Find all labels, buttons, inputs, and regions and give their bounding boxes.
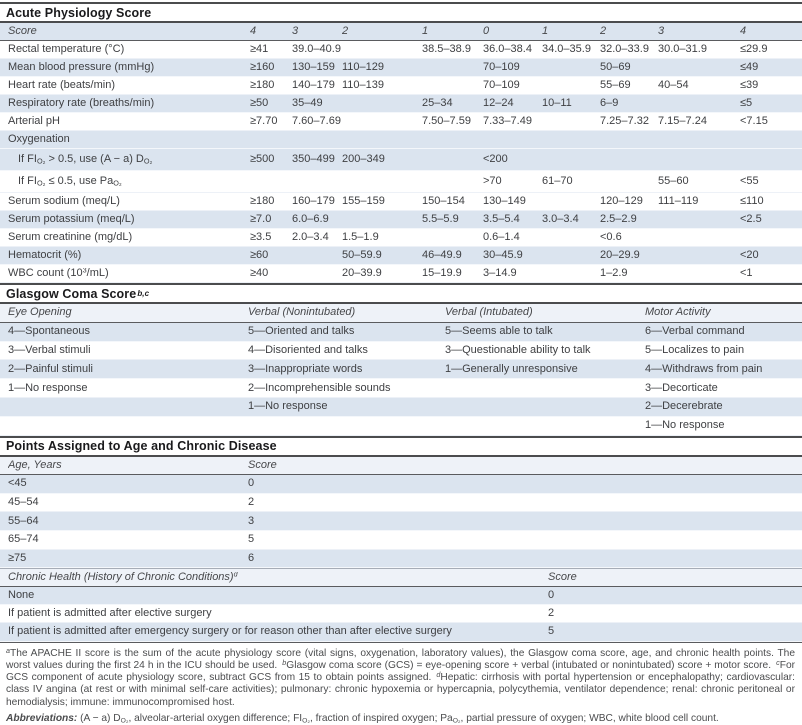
score-range-cell: 46–49.9 xyxy=(422,250,462,261)
score-range-cell: <55 xyxy=(740,176,759,187)
age-row xyxy=(0,531,802,550)
physiology-parameter-label: WBC count $(10^3/mL)$ xyxy=(8,268,109,279)
section-title-points-age-chronic xyxy=(0,436,802,457)
score-range-cell: ≥50 xyxy=(250,98,269,109)
score-range-cell: 7.60–7.69 xyxy=(292,116,341,127)
score-range-cell: ≥500 xyxy=(250,154,275,165)
chronic-health-row xyxy=(0,587,802,605)
physiology-parameter-label: Rectal temperature (°C) xyxy=(8,44,125,55)
physiology-parameter-label: Heart rate (beats/min) xyxy=(8,80,115,91)
gcs-row xyxy=(0,398,802,417)
acute-physiology-column-header xyxy=(0,23,802,41)
chronic-score-header: Score xyxy=(548,571,577,583)
score-range-cell: 0.6–1.4 xyxy=(483,232,520,243)
chronic-health-rows xyxy=(0,587,802,642)
score-range-cell: 61–70 xyxy=(542,176,573,187)
score-scale-value: 1 xyxy=(422,26,429,37)
gcs-item-cell: 4—Spontaneous xyxy=(8,326,90,338)
chronic-health-row xyxy=(0,623,802,641)
score-range-cell: 50–69 xyxy=(600,62,631,73)
section-title-acute-physiology-score xyxy=(0,2,802,23)
score-range-cell: 350–499 xyxy=(292,154,335,165)
score-range-cell: ≥7.70 xyxy=(250,116,278,127)
score-range-cell: 3.5–5.4 xyxy=(483,214,520,225)
footnotes xyxy=(0,643,802,725)
chronic-health-row-label: None xyxy=(8,589,35,601)
age-column-header xyxy=(0,457,802,476)
age-row-score: 6 xyxy=(248,552,255,564)
section-title-text: Acute Physiology Score xyxy=(6,5,152,20)
gcs-column-header-label: Verbal (Nonintubated) xyxy=(248,307,356,319)
score-range-cell: 200–349 xyxy=(342,154,385,165)
physiology-row xyxy=(0,193,802,211)
physiology-parameter-label: If $FI_{O_2} > 0.5$, use (A − a) $D_{O_2}$ xyxy=(18,154,153,165)
score-range-cell: ≥180 xyxy=(250,80,275,91)
score-range-cell: ≤110 xyxy=(740,196,764,207)
score-scale-value: 2 xyxy=(600,26,607,37)
chronic-health-header: Chronic Health (History of Chronic Conditions)$^d$ xyxy=(8,571,238,583)
score-range-cell: 150–154 xyxy=(422,196,465,207)
gcs-item-cell: 3—Questionable ability to talk xyxy=(445,344,591,356)
chronic-health-row-score: 2 xyxy=(548,608,555,620)
section-title-text: Glasgow Coma Score xyxy=(6,286,137,301)
score-scale-value: 2 xyxy=(342,26,349,37)
score-range-cell: 25–34 xyxy=(422,98,453,109)
gcs-item-cell: 1—No response xyxy=(645,420,725,432)
physiology-row xyxy=(0,149,802,171)
footnote-text: $^a$The APACHE II score is the sum of the acute physiology score (vital signs, oxygenation, laboratory values), the Glasgow coma score, age, and chronic health points. The worst values during the first 24 h in the ICU should be used. $^b$Glasgow coma score (GCS) = eye-opening score + verbal (intubated or nonintubated) score + motor score. $^c$For GCS component of acute physiology score, subtract GCS from 15 to obtain points assigned. $^d$Hepatic: cirrhosis with portal hypertension or encephalopathy; cardiovascular: class IV angina (at rest or with minimal self-care activities); pulmonary: chronic hypoxemia or hypercapnia, polycythemia, ventilator dependence; renal: chronic peritoneal or hemodialysis; immune: immunocompromised host. xyxy=(6,646,795,708)
age-row-label: <45 xyxy=(8,478,27,490)
score-range-cell: <7.15 xyxy=(740,116,768,127)
chronic-health-row-score: 0 xyxy=(548,589,555,601)
score-range-cell: 7.25–7.32 xyxy=(600,116,649,127)
chronic-health-row xyxy=(0,605,802,623)
score-range-cell: <1 xyxy=(740,268,753,279)
score-range-cell: ≥7.0 xyxy=(250,214,272,225)
gcs-row xyxy=(0,360,802,379)
score-range-cell: ≥41 xyxy=(250,44,269,55)
abbreviations-label: Abbreviations: xyxy=(6,713,78,725)
score-range-cell: 6.0–6.9 xyxy=(292,214,329,225)
score-range-cell: 32.0–33.9 xyxy=(600,44,649,55)
score-range-cell: 55–69 xyxy=(600,80,631,91)
score-range-cell: 34.0–35.9 xyxy=(542,44,591,55)
score-range-cell: 12–24 xyxy=(483,98,514,109)
physiology-row xyxy=(0,113,802,131)
physiology-parameter-label: Serum potassium (meq/L) xyxy=(8,214,135,225)
age-row-label: 65–74 xyxy=(8,534,39,546)
age-row xyxy=(0,512,802,531)
physiology-parameter-label: Serum creatinine (mg/dL) xyxy=(8,232,133,243)
score-range-cell: 40–54 xyxy=(658,80,689,91)
score-range-cell: 1.5–1.9 xyxy=(342,232,379,243)
gcs-rows xyxy=(0,323,802,436)
age-row xyxy=(0,475,802,494)
physiology-parameter-label: Oxygenation xyxy=(8,134,70,145)
gcs-item-cell: 1—No response xyxy=(8,382,88,394)
gcs-item-cell: 2—Painful stimuli xyxy=(8,363,93,375)
age-row-score: 0 xyxy=(248,478,255,490)
acute-physiology-rows xyxy=(0,41,802,283)
age-row xyxy=(0,494,802,513)
physiology-row xyxy=(0,247,802,265)
oxygenation-group-row xyxy=(0,131,802,149)
score-range-cell: 70–109 xyxy=(483,62,520,73)
physiology-row xyxy=(0,211,802,229)
physiology-row xyxy=(0,171,802,193)
score-range-cell: 36.0–38.4 xyxy=(483,44,532,55)
age-row-label: 55–64 xyxy=(8,515,39,527)
score-range-cell: <0.6 xyxy=(600,232,622,243)
age-row-label: ≥75 xyxy=(8,552,27,564)
age-score-header: Score xyxy=(248,459,277,471)
chronic-health-row-label: If patient is admitted after emergency surgery or for reason other than after elective surgery xyxy=(8,626,452,638)
score-range-cell: 130–159 xyxy=(292,62,335,73)
physiology-row xyxy=(0,41,802,59)
score-range-cell: 6–9 xyxy=(600,98,619,109)
gcs-item-cell: 5—Localizes to pain xyxy=(645,344,745,356)
gcs-item-cell: 4—Withdraws from pain xyxy=(645,363,763,375)
abbreviations-text: (A − a) $D_{O_2}$, alveolar-arterial oxygen difference; $FI_{O_2}$, fraction of inspired oxygen; $Pa_{O_2}$, partial pressure of oxygen; WBC, white blood cell count. xyxy=(77,713,719,725)
gcs-column-header-label: Motor Activity xyxy=(645,307,711,319)
gcs-item-cell: 1—Generally unresponsive xyxy=(445,363,578,375)
chronic-health-row-label: If patient is admitted after elective surgery xyxy=(8,608,212,620)
gcs-row xyxy=(0,342,802,361)
score-range-cell: 20–29.9 xyxy=(600,250,640,261)
score-range-cell: 7.50–7.59 xyxy=(422,116,471,127)
score-range-cell: 1–2.9 xyxy=(600,268,628,279)
physiology-parameter-label: Respiratory rate (breaths/min) xyxy=(8,98,155,109)
age-row-score: 3 xyxy=(248,515,255,527)
gcs-item-cell: 1—No response xyxy=(248,401,328,413)
score-range-cell: 2.5–2.9 xyxy=(600,214,637,225)
age-rows xyxy=(0,475,802,568)
gcs-column-header-label: Verbal (Intubated) xyxy=(445,307,533,319)
gcs-item-cell: 4—Disoriented and talks xyxy=(248,344,368,356)
score-scale-value: 3 xyxy=(658,26,665,37)
score-range-cell: 30.0–31.9 xyxy=(658,44,707,55)
chronic-health-column-header xyxy=(0,568,802,587)
physiology-parameter-label: If $FI_{O_2} \le 0.5$, use $Pa_{O_2}$ xyxy=(18,176,122,187)
score-range-cell: ≥40 xyxy=(250,268,269,279)
score-scale-value: 4 xyxy=(740,26,747,37)
score-range-cell: >70 xyxy=(483,176,502,187)
score-range-cell: <200 xyxy=(483,154,508,165)
score-range-cell: 55–60 xyxy=(658,176,689,187)
score-range-cell: ≤5 xyxy=(740,98,753,109)
physiology-row xyxy=(0,95,802,113)
age-row-score: 5 xyxy=(248,534,255,546)
age-row-score: 2 xyxy=(248,497,255,509)
score-range-cell: 50–59.9 xyxy=(342,250,382,261)
score-range-cell: 140–179 xyxy=(292,80,335,91)
score-range-cell: 30–45.9 xyxy=(483,250,523,261)
score-range-cell: ≥3.5 xyxy=(250,232,272,243)
gcs-item-cell: 2—Decerebrate xyxy=(645,401,723,413)
score-range-cell: 110–129 xyxy=(342,62,385,73)
section-title-text: Points Assigned to Age and Chronic Disease xyxy=(6,439,277,454)
score-range-cell: 35–49 xyxy=(292,98,323,109)
gcs-item-cell: 3—Verbal stimuli xyxy=(8,344,91,356)
gcs-column-header xyxy=(0,304,802,323)
gcs-row xyxy=(0,379,802,398)
gcs-item-cell: 3—Decorticate xyxy=(645,382,718,394)
score-range-cell: <20 xyxy=(740,250,759,261)
score-range-cell: 3–14.9 xyxy=(483,268,517,279)
score-scale-value: 4 xyxy=(250,26,257,37)
age-row xyxy=(0,550,802,569)
age-row-label: 45–54 xyxy=(8,497,39,509)
score-range-cell: 155–159 xyxy=(342,196,385,207)
score-range-cell: 120–129 xyxy=(600,196,643,207)
physiology-parameter-label: Mean blood pressure (mmHg) xyxy=(8,62,155,73)
physiology-parameter-label: Serum sodium (meq/L) xyxy=(8,196,120,207)
gcs-item-cell: 2—Incomprehensible sounds xyxy=(248,382,391,394)
abbreviations-note xyxy=(6,713,795,725)
score-range-cell: ≤49 xyxy=(740,62,759,73)
score-range-cell: ≥60 xyxy=(250,250,269,261)
score-range-cell: 130–149 xyxy=(483,196,526,207)
chronic-health-row-score: 5 xyxy=(548,626,555,638)
score-range-cell: ≥180 xyxy=(250,196,275,207)
score-range-cell: 15–19.9 xyxy=(422,268,462,279)
score-scale-label: Score xyxy=(8,26,37,37)
physiology-parameter-label: Hematocrit (%) xyxy=(8,250,82,261)
section-title-glasgow-coma-score: Glasgow Coma Score b,c xyxy=(0,283,802,304)
physiology-row xyxy=(0,59,802,77)
score-range-cell: <2.5 xyxy=(740,214,762,225)
gcs-row xyxy=(0,323,802,342)
gcs-item-cell: 5—Seems able to talk xyxy=(445,326,553,338)
score-range-cell: ≤39 xyxy=(740,80,759,91)
score-scale-value: 0 xyxy=(483,26,490,37)
score-range-cell: 110–139 xyxy=(342,80,385,91)
score-range-cell: 10–11 xyxy=(542,98,572,109)
score-range-cell: ≥160 xyxy=(250,62,275,73)
score-range-cell: 2.0–3.4 xyxy=(292,232,329,243)
score-range-cell: 38.5–38.9 xyxy=(422,44,471,55)
gcs-column-header-label: Eye Opening xyxy=(8,307,72,319)
gcs-item-cell: 3—Inappropriate words xyxy=(248,363,363,375)
age-years-header: Age, Years xyxy=(8,459,62,471)
score-range-cell: 70–109 xyxy=(483,80,520,91)
score-range-cell: ≤29.9 xyxy=(740,44,768,55)
score-scale-value: 1 xyxy=(542,26,549,37)
score-range-cell: 160–179 xyxy=(292,196,335,207)
physiology-row xyxy=(0,77,802,95)
physiology-row xyxy=(0,265,802,283)
score-range-cell: 3.0–3.4 xyxy=(542,214,579,225)
physiology-parameter-label: Arterial pH xyxy=(8,116,60,127)
score-range-cell: 7.15–7.24 xyxy=(658,116,707,127)
gcs-item-cell: 6—Verbal command xyxy=(645,326,745,338)
gcs-item-cell: 5—Oriented and talks xyxy=(248,326,355,338)
gcs-row xyxy=(0,417,802,436)
score-range-cell: 39.0–40.9 xyxy=(292,44,341,55)
physiology-row xyxy=(0,229,802,247)
score-range-cell: 7.33–7.49 xyxy=(483,116,532,127)
score-range-cell: 20–39.9 xyxy=(342,268,382,279)
score-range-cell: 5.5–5.9 xyxy=(422,214,459,225)
score-scale-value: 3 xyxy=(292,26,299,37)
score-range-cell: 111–119 xyxy=(658,196,699,207)
